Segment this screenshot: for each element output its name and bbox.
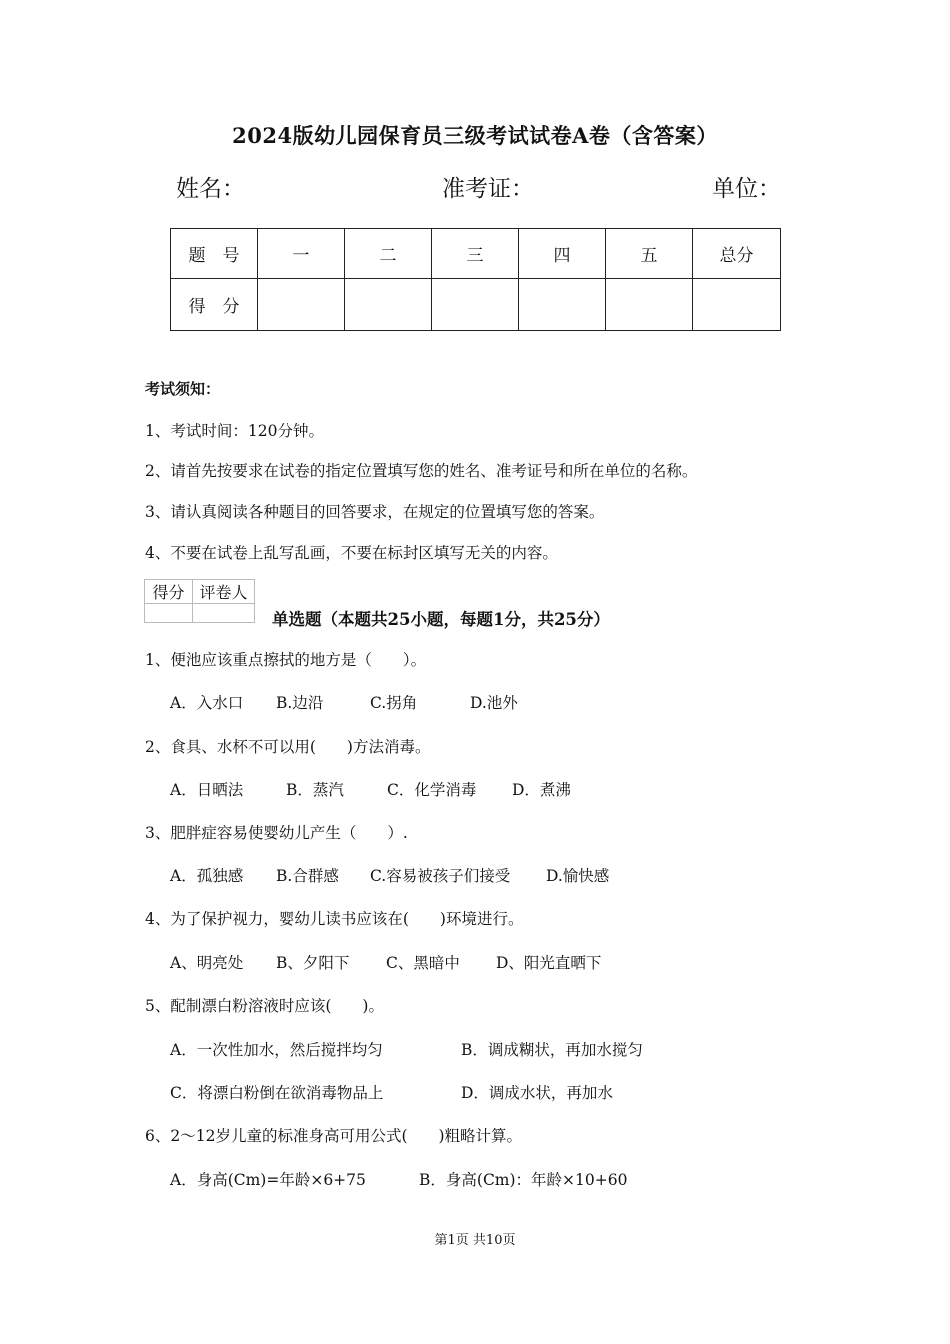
- score-table-header-cell: 一: [258, 229, 345, 279]
- option[interactable]: A、明亮处: [170, 954, 244, 972]
- unit-label: 单位：: [712, 176, 781, 202]
- section-title: 单选题（本题共25小题，每题1分，共25分）: [272, 610, 610, 629]
- option[interactable]: B.边沿: [276, 694, 324, 712]
- score-table-header-cell: 总分: [693, 229, 781, 279]
- notice-heading: 考试须知：: [145, 380, 221, 398]
- option[interactable]: C.容易被孩子们接受: [370, 867, 511, 885]
- notice-item: 3、请认真阅读各种题目的回答要求，在规定的位置填写您的答案。: [145, 503, 605, 521]
- option[interactable]: A．孤独感: [170, 867, 244, 885]
- page-footer: 第1页 共10页: [434, 1233, 516, 1248]
- question-text: 5、配制漂白粉溶液时应该( )。: [145, 997, 384, 1015]
- score-row-label: 得 分: [171, 279, 258, 331]
- notice-item: 4、不要在试卷上乱写乱画，不要在标封区填写无关的内容。: [145, 544, 558, 562]
- notice-item: 1、考试时间：120分钟。: [145, 422, 324, 440]
- option[interactable]: C．将漂白粉倒在欲消毒物品上: [170, 1084, 384, 1102]
- name-label: 姓名：: [176, 176, 245, 202]
- option[interactable]: A．一次性加水，然后搅拌均匀: [170, 1041, 383, 1059]
- question-text: 1、便池应该重点擦拭的地方是（ ）。: [145, 651, 427, 669]
- option[interactable]: B．调成糊状，再加水搅匀: [461, 1041, 643, 1059]
- score-cell[interactable]: [606, 279, 693, 331]
- page-title: 2024版幼儿园保育员三级考试试卷A卷（含答案）: [232, 123, 718, 148]
- score-table-header-cell: 题 号: [171, 229, 258, 279]
- option[interactable]: A．身高(Cm)=年龄×6+75: [170, 1171, 366, 1189]
- option[interactable]: A．入水口: [170, 694, 244, 712]
- option[interactable]: C、黑暗中: [386, 954, 460, 972]
- grader-box: [144, 579, 255, 623]
- score-table: [170, 228, 781, 331]
- option[interactable]: D.愉快感: [546, 867, 610, 885]
- grader-score-label: 得分: [145, 580, 193, 604]
- exam-id-label: 准考证：: [442, 176, 534, 202]
- score-cell[interactable]: [693, 279, 781, 331]
- option[interactable]: C．化学消毒: [387, 781, 477, 799]
- question-text: 2、食具、水杯不可以用( )方法消毒。: [145, 738, 431, 756]
- score-table-header-cell: 四: [519, 229, 606, 279]
- score-cell[interactable]: [345, 279, 432, 331]
- notice-item: 2、请首先按要求在试卷的指定位置填写您的姓名、准考证号和所在单位的名称。: [145, 462, 698, 480]
- grader-name-cell[interactable]: [193, 604, 255, 623]
- option[interactable]: D．调成水状，再加水: [461, 1084, 613, 1102]
- option[interactable]: D.池外: [470, 694, 518, 712]
- question-text: 6、2～12岁儿童的标准身高可用公式( )粗略计算。: [145, 1127, 523, 1145]
- grader-score-cell[interactable]: [145, 604, 193, 623]
- option[interactable]: B、夕阳下: [276, 954, 350, 972]
- score-table-header-cell: 二: [345, 229, 432, 279]
- option[interactable]: D、阳光直晒下: [496, 954, 602, 972]
- option[interactable]: B．身高(Cm)：年龄×10+60: [419, 1171, 628, 1189]
- score-cell[interactable]: [519, 279, 606, 331]
- grader-name-label: 评卷人: [193, 580, 255, 604]
- score-table-header-cell: 五: [606, 229, 693, 279]
- option[interactable]: A．日晒法: [170, 781, 244, 799]
- score-cell[interactable]: [258, 279, 345, 331]
- option[interactable]: D．煮沸: [512, 781, 571, 799]
- score-cell[interactable]: [432, 279, 519, 331]
- option[interactable]: B.合群感: [276, 867, 339, 885]
- option[interactable]: C.拐角: [370, 694, 418, 712]
- question-text: 3、肥胖症容易使婴幼儿产生（ ）.: [145, 824, 408, 842]
- option[interactable]: B．蒸汽: [286, 781, 344, 799]
- question-text: 4、为了保护视力，婴幼儿读书应该在( )环境进行。: [145, 910, 524, 928]
- score-table-header-cell: 三: [432, 229, 519, 279]
